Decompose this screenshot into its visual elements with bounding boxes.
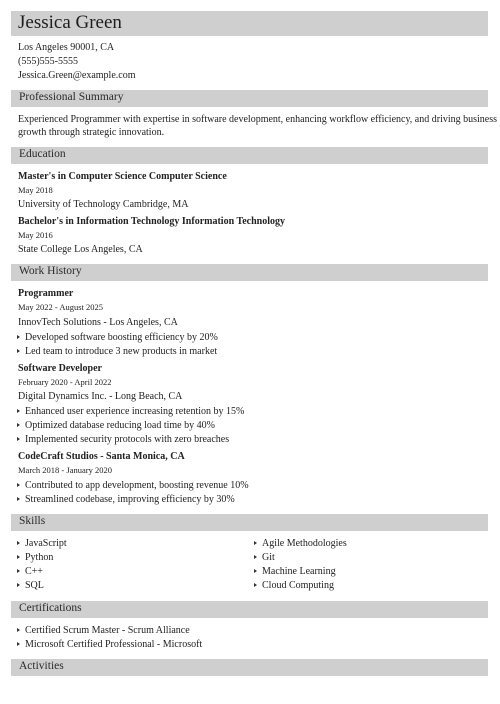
skill-item: SQL: [17, 579, 44, 592]
section-header-work-history: [11, 264, 488, 281]
bullet-icon: [17, 642, 20, 646]
certification-item: Microsoft Certified Professional - Microsoft: [17, 638, 202, 651]
list-item: Contributed to app development, boosting revenue 10%: [17, 479, 249, 492]
section-header-activities: [11, 659, 488, 676]
list-item: Implemented security protocols with zero breaches: [17, 433, 229, 446]
summary-line-1: Experienced Programmer with expertise in software development, enhancing workflow efficiency, and driving business: [18, 114, 498, 125]
bullet-icon: [17, 569, 20, 573]
bullet-icon: [254, 583, 257, 587]
skill-item: Agile Methodologies: [254, 537, 347, 550]
email: Jessica.Green@example.com: [18, 70, 136, 81]
skill-item: JavaScript: [17, 537, 67, 550]
degree-date: May 2016: [18, 230, 53, 240]
bullet-icon: [17, 437, 20, 441]
school-name: University of Technology Cambridge, MA: [18, 199, 189, 210]
bullet-icon: [17, 335, 20, 339]
name-header-bar: [11, 11, 488, 36]
job-title: Programmer: [18, 288, 74, 299]
job-dates: May 2022 - August 2025: [18, 302, 103, 312]
bullet-icon: [17, 541, 20, 545]
skill-item: Git: [254, 551, 275, 564]
job-dates: February 2020 - April 2022: [18, 377, 112, 387]
summary-line-2: growth through strategic innovation.: [18, 127, 165, 138]
section-title: Activities: [19, 660, 64, 672]
list-item: Streamlined codebase, improving efficiency by 30%: [17, 493, 235, 506]
skill-item: Cloud Computing: [254, 579, 334, 592]
job-company: Digital Dynamics Inc. - Long Beach, CA: [18, 391, 183, 402]
bullet-icon: [17, 583, 20, 587]
degree-title: Bachelor's in Information Technology Information Technology: [18, 216, 285, 227]
section-title: Education: [19, 148, 66, 160]
degree-title: Master's in Computer Science Computer Science: [18, 171, 227, 182]
bullet-icon: [17, 497, 20, 501]
job-title: Software Developer: [18, 363, 102, 374]
skill-item: Python: [17, 551, 53, 564]
section-header-certifications: [11, 601, 488, 618]
section-header-summary: [11, 90, 488, 107]
section-title: Certifications: [19, 602, 82, 614]
bullet-icon: [254, 569, 257, 573]
list-item: Optimized database reducing load time by 40%: [17, 419, 215, 432]
section-title: Work History: [19, 265, 82, 277]
bullet-icon: [17, 555, 20, 559]
skill-item: Machine Learning: [254, 565, 336, 578]
bullet-icon: [17, 628, 20, 632]
bullet-icon: [254, 541, 257, 545]
bullet-icon: [17, 409, 20, 413]
degree-date: May 2018: [18, 185, 53, 195]
list-item: Developed software boosting efficiency by 20%: [17, 331, 218, 344]
phone: (555)555-5555: [18, 56, 78, 67]
bullet-icon: [254, 555, 257, 559]
section-header-education: [11, 147, 488, 164]
certification-item: Certified Scrum Master - Scrum Alliance: [17, 624, 190, 637]
candidate-name: Jessica Green: [18, 12, 122, 33]
bullet-icon: [17, 423, 20, 427]
section-header-skills: [11, 514, 488, 531]
skill-item: C++: [17, 565, 43, 578]
section-title: Skills: [19, 515, 46, 527]
section-title: Professional Summary: [19, 91, 124, 103]
bullet-icon: [17, 349, 20, 353]
school-name: State College Los Angeles, CA: [18, 244, 143, 255]
job-dates: March 2018 - January 2020: [18, 465, 112, 475]
list-item: Led team to introduce 3 new products in market: [17, 345, 217, 358]
job-title: CodeCraft Studios - Santa Monica, CA: [18, 451, 185, 462]
bullet-icon: [17, 483, 20, 487]
job-company: InnovTech Solutions - Los Angeles, CA: [18, 317, 178, 328]
address: Los Angeles 90001, CA: [18, 42, 115, 53]
list-item: Enhanced user experience increasing retention by 15%: [17, 405, 244, 418]
